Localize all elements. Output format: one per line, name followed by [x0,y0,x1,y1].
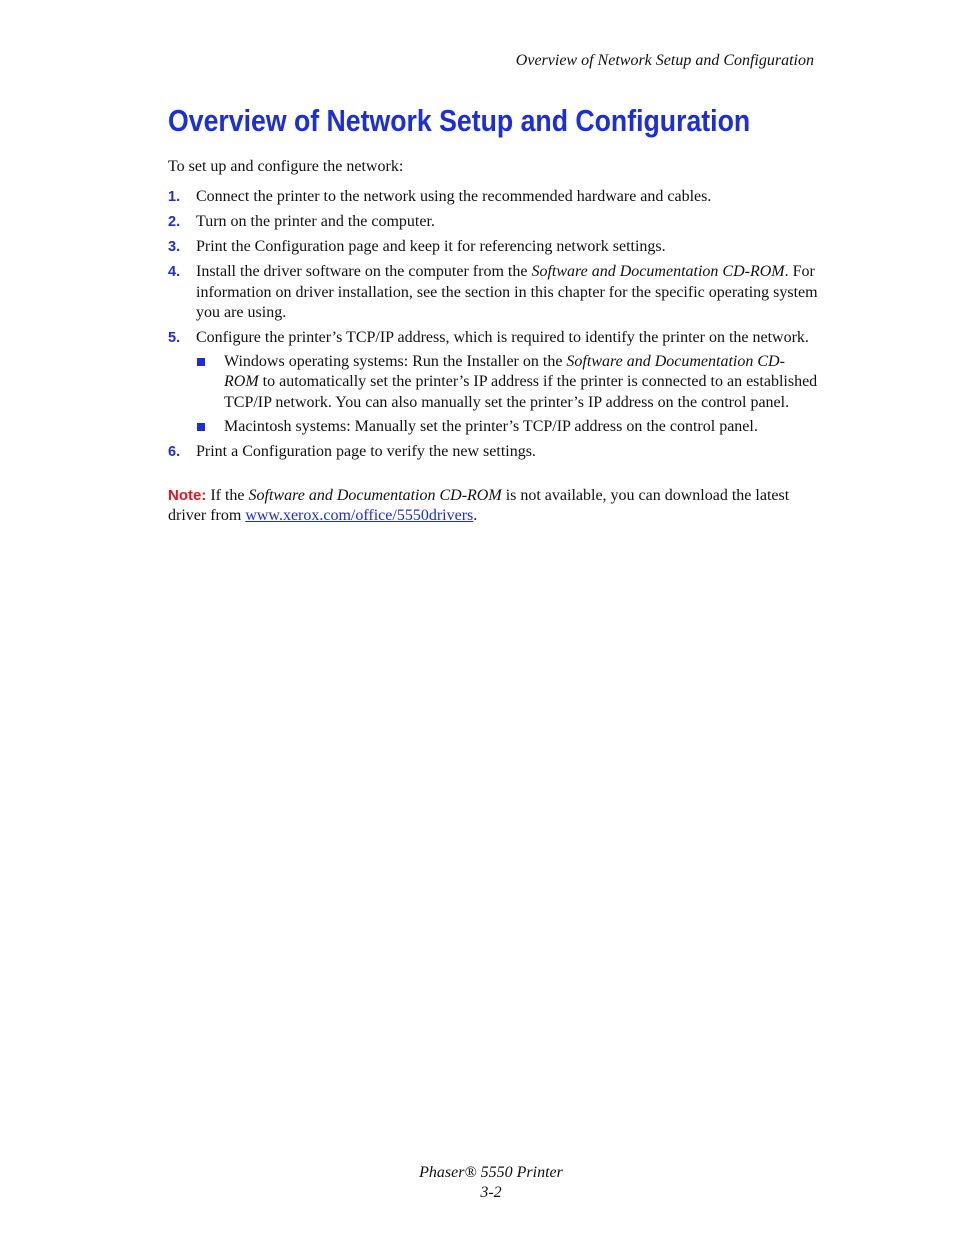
step-text: Turn on the printer and the computer. [196,213,435,231]
setup-steps-list [168,187,818,462]
note-paragraph [168,486,818,527]
running-header: Overview of Network Setup and Configuration [515,52,814,69]
step-number: 5. [168,329,181,346]
document-body [168,157,818,526]
note-text: . [473,507,478,525]
note-label: Note: [168,486,207,504]
square-bullet-icon [197,423,205,431]
footer-page-number: 3-2 [480,1184,502,1201]
footer-product-name: Phaser® 5550 Printer [419,1164,563,1181]
sub-item-text: to automatically set the printer’s IP address if the printer is connected to an established TCP/IP network. You can also manually set the printer’s IP address on the control panel. [224,373,818,411]
step-item [168,442,818,462]
step-text: Configure the printer’s TCP/IP address, which is required to identify the printer on the network. [196,328,809,346]
cd-rom-title: Software and Documentation CD-ROM [224,353,785,391]
sub-item-text: Macintosh systems: Manually set the printer’s TCP/IP address on the control panel. [224,417,758,435]
sub-list-item [196,352,818,413]
step-number: 1. [168,189,181,206]
step-item [168,212,818,232]
sub-item-text: Windows operating systems: Run the Installer on the [224,353,567,371]
intro-text: To set up and configure the network: [168,158,404,175]
cd-rom-title: Software and Documentation CD-ROM [531,263,785,281]
step-text: Print the Configuration page and keep it for referencing network settings. [196,238,666,256]
step-number: 2. [168,214,181,231]
step-item [168,187,818,207]
cd-rom-title: Software and Documentation CD-ROM [248,486,502,504]
step-text: . For information on driver installation, see the section in this chapter for the specific operating system you are using. [196,263,818,321]
drivers-download-link[interactable]: www.xerox.com/office/5550drivers [245,507,474,525]
step-item [168,328,818,437]
step-text: Print a Configuration page to verify the new settings. [196,442,536,460]
os-sub-list [196,352,818,437]
step-item [168,262,818,323]
step-item [168,237,818,257]
step-text: Install the driver software on the computer from the [196,263,532,281]
note-text: is not available, you can download the latest driver from [168,486,790,525]
step-text: Connect the printer to the network using the recommended hardware and cables. [196,188,712,206]
sub-list-item [196,417,818,437]
step-number: 3. [168,239,181,256]
step-number: 4. [168,264,181,281]
step-number: 6. [168,443,181,460]
note-text: If the [206,486,249,504]
page-title: Overview of Network Setup and Configuration [168,103,751,138]
running-footer [0,1163,954,1203]
square-bullet-icon [197,358,205,366]
